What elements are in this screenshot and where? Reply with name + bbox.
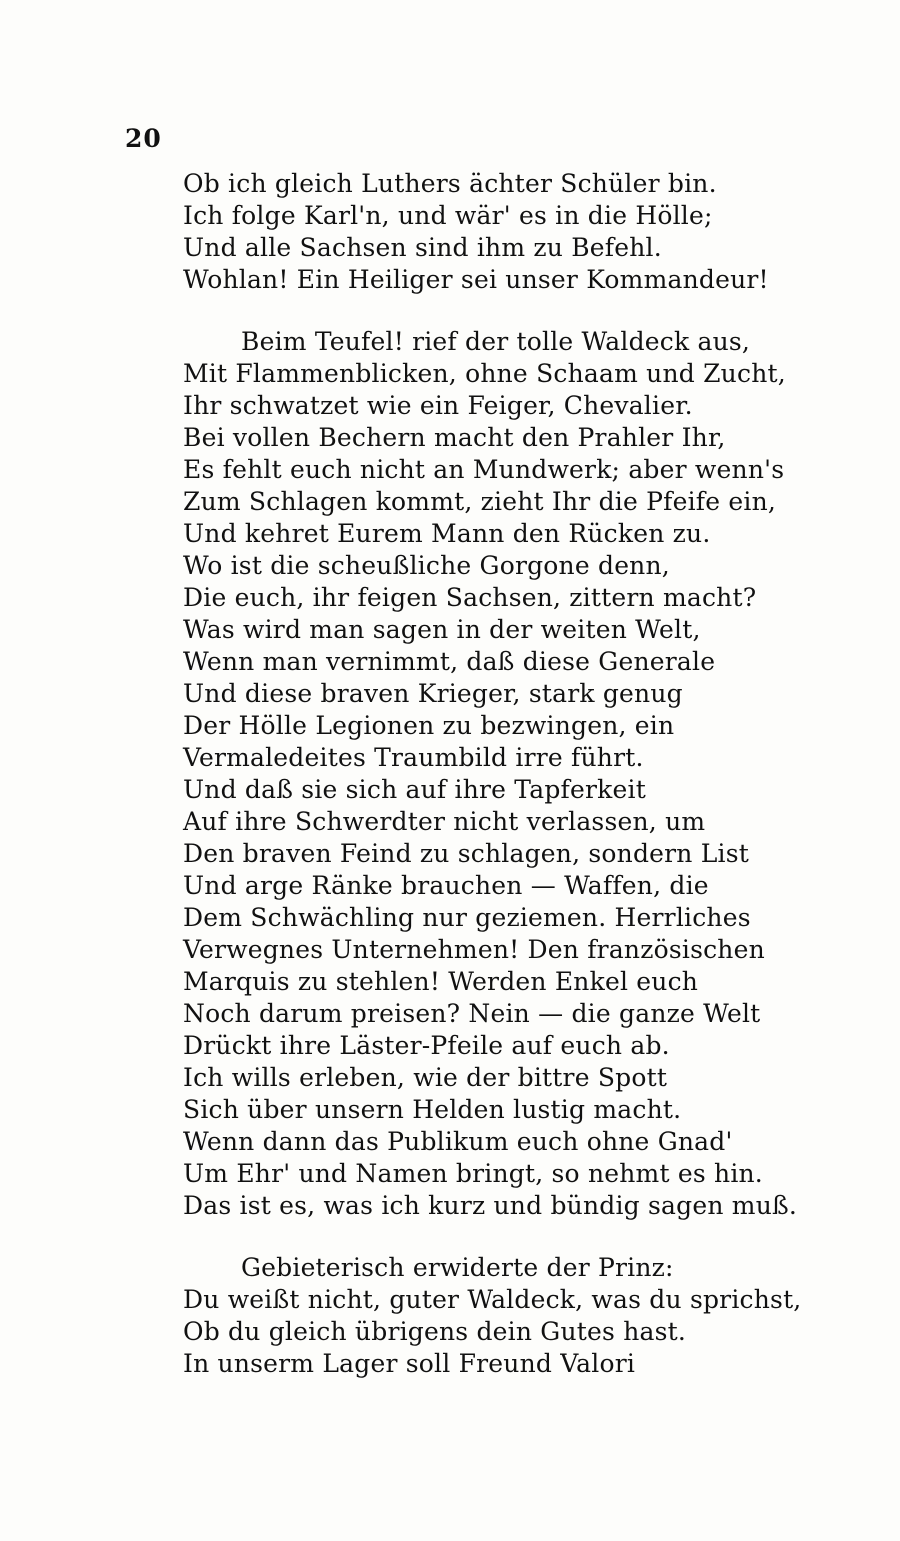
verse-line: Beim Teufel! rief der tolle Waldeck aus, (241, 327, 751, 356)
page-number: 20 (125, 124, 162, 153)
verse-line: Drückt ihre Läster-Pfeile auf euch ab. (183, 1031, 670, 1060)
verse-line: Das ist es, was ich kurz und bündig sagen muß. (183, 1191, 798, 1220)
verse-line: Es fehlt euch nicht an Mundwerk; aber wenn's (183, 455, 785, 484)
verse-line: Auf ihre Schwerdter nicht verlassen, um (183, 807, 706, 836)
verse-line: Um Ehr' und Namen bringt, so nehmt es hin. (183, 1159, 763, 1188)
verse-line: Gebieterisch erwiderte der Prinz: (241, 1253, 674, 1282)
verse-line: Und diese braven Krieger, stark genug (183, 679, 683, 708)
verse-line: Mit Flammenblicken, ohne Schaam und Zucht, (183, 359, 786, 388)
verse-line: Ich folge Karl'n, und wär' es in die Hölle; (183, 201, 713, 230)
verse-line: Die euch, ihr feigen Sachsen, zittern macht? (183, 583, 757, 612)
verse-line: Verwegnes Unternehmen! Den französischen (183, 935, 765, 964)
verse-line: Und daß sie sich auf ihre Tapferkeit (183, 775, 646, 804)
verse-line: Was wird man sagen in der weiten Welt, (183, 615, 701, 644)
verse-line: Dem Schwächling nur geziemen. Herrliches (183, 903, 751, 932)
verse-line: Ob ich gleich Luthers ächter Schüler bin. (183, 169, 717, 198)
verse-line: Marquis zu stehlen! Werden Enkel euch (183, 967, 699, 996)
verse-line: Noch darum preisen? Nein — die ganze Welt (183, 999, 761, 1028)
verse-line: Wohlan! Ein Heiliger sei unser Kommandeur! (183, 265, 769, 294)
verse-line: Wenn man vernimmt, daß diese Generale (183, 647, 716, 676)
stanza-2 (183, 326, 823, 1222)
verse-line: Wo ist die scheußliche Gorgone denn, (183, 551, 670, 580)
verse-line: In unserm Lager soll Freund Valori (183, 1349, 636, 1378)
stanza-gap (183, 1222, 823, 1252)
verse-line: Sich über unsern Helden lustig macht. (183, 1095, 682, 1124)
verse-line: Der Hölle Legionen zu bezwingen, ein (183, 711, 675, 740)
poem-text (183, 168, 823, 1380)
verse-line: Ich wills erleben, wie der bittre Spott (183, 1063, 668, 1092)
verse-line: Zum Schlagen kommt, zieht Ihr die Pfeife ein, (183, 487, 777, 516)
verse-line: Den braven Feind zu schlagen, sondern List (183, 839, 750, 868)
verse-line: Du weißt nicht, guter Waldeck, was du sprichst, (183, 1285, 802, 1314)
verse-line: Bei vollen Bechern macht den Prahler Ihr, (183, 423, 726, 452)
verse-line: Und alle Sachsen sind ihm zu Befehl. (183, 233, 662, 262)
verse-line: Vermaledeites Traumbild irre führt. (183, 743, 644, 772)
verse-line: Und kehret Eurem Mann den Rücken zu. (183, 519, 711, 548)
stanza-gap (183, 296, 823, 326)
verse-line: Wenn dann das Publikum euch ohne Gnad' (183, 1127, 733, 1156)
stanza-3 (183, 1252, 823, 1380)
verse-line: Und arge Ränke brauchen — Waffen, die (183, 871, 709, 900)
verse-line: Ihr schwatzet wie ein Feiger, Chevalier. (183, 391, 693, 420)
stanza-1 (183, 168, 823, 296)
verse-line: Ob du gleich übrigens dein Gutes hast. (183, 1317, 687, 1346)
